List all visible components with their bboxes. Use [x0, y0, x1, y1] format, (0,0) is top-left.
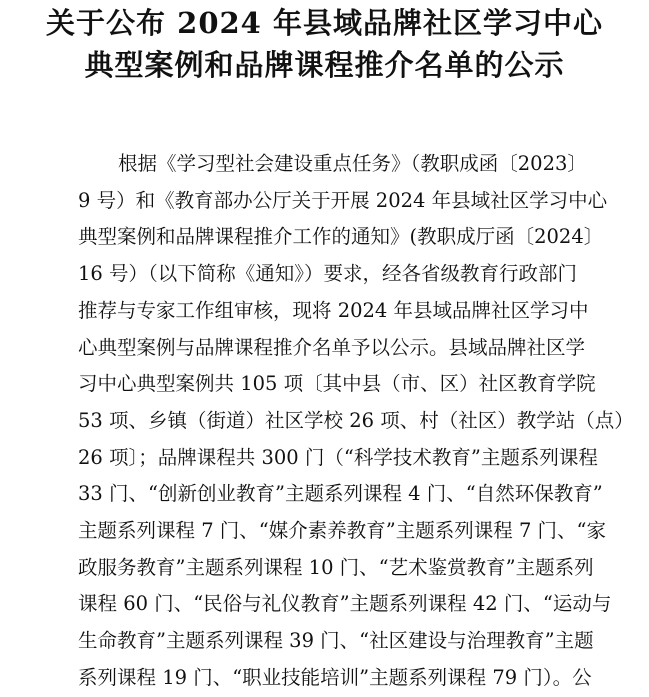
body-line: 习中心典型案例共 105 项〔其中县（市、区）社区教育学院 [78, 372, 596, 396]
document-body [78, 146, 638, 697]
body-line: 主题系列课程 7 门、“媒介素养教育”主题系列课程 7 门、“家 [78, 519, 607, 543]
body-line: 生命教育”主题系列课程 39 门、“社区建设与治理教育”主题 [78, 629, 594, 653]
body-line: 16 号）（以下简称《通知》）要求，经各省级教育行政部门 [78, 262, 578, 286]
body-line: 53 项、乡镇（街道）社区学校 26 项、村（社区）教学站（点） [78, 408, 634, 432]
body-line: 典型案例和品牌课程推介工作的通知》(教职成厅函〔2024〕 [78, 225, 604, 249]
title-line-1: 关于公布 2024 年县域品牌社区学习中心 [46, 6, 603, 40]
body-line: 系列课程 19 门、“职业技能培训”主题系列课程 79 门）。公 [78, 665, 592, 689]
body-line: 26 项〕；品牌课程共 300 门（“科学技术教育”主题系列课程 [78, 445, 598, 469]
body-line: 根据《学习型社会建设重点任务》（教职成函〔2023〕 [118, 152, 587, 175]
body-line: 33 门、“创新创业教育”主题系列课程 4 门、“自然环保教育” [78, 482, 603, 506]
body-line: 推荐与专家工作组审核，现将 2024 年县域品牌社区学习中 [78, 298, 589, 322]
title-line-2: 典型案例和品牌课程推介名单的公示 [84, 48, 565, 82]
body-line: 课程 60 门、“民俗与礼仪教育”主题系列课程 42 门、“运动与 [78, 592, 612, 616]
body-line: 心典型案例与品牌课程推介名单予以公示。县域品牌社区学 [78, 335, 586, 359]
body-line: 政服务教育”主题系列课程 10 门、“艺术鉴赏教育”主题系列 [78, 555, 594, 579]
body-line: 9 号）和《教育部办公厅关于开展 2024 年县域社区学习中心 [78, 188, 608, 212]
document-title [0, 2, 649, 86]
